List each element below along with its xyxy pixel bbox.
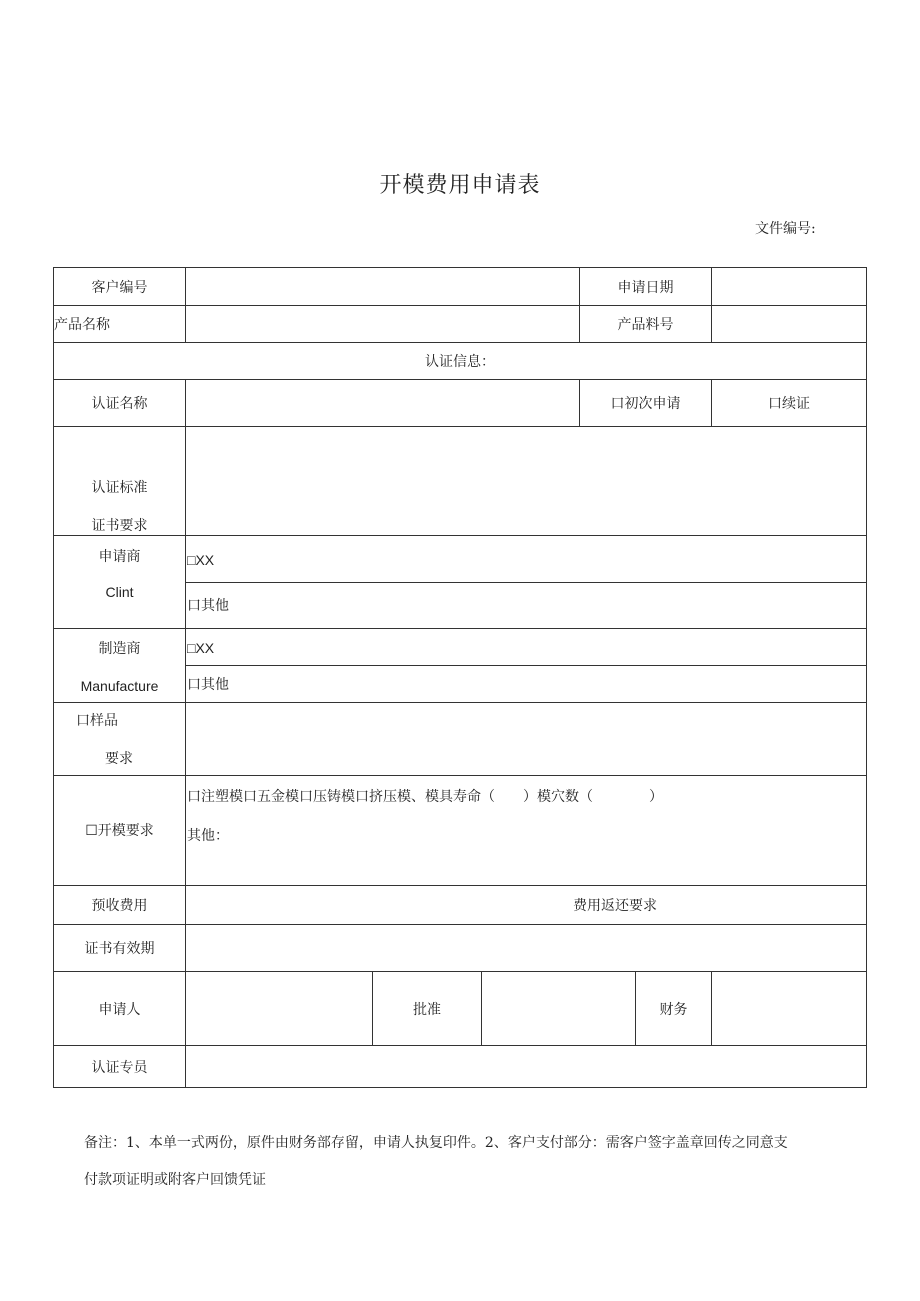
- cert-info-heading: 认证信息：: [425, 354, 495, 370]
- cert-name-field[interactable]: [186, 380, 579, 426]
- remarks-line-1: 备注：1、本单一式两份，原件由财务部存留，申请人执复印件。2、客户支付部分：需客户签字盖章回传之同意支: [84, 1135, 788, 1151]
- remarks: [84, 1125, 874, 1199]
- cert-validity-field[interactable]: [186, 925, 866, 971]
- cert-name-label: 认证名称: [91, 396, 148, 412]
- product-name-label: 产品名称: [54, 317, 110, 333]
- product-part-no-label: 产品料号: [617, 317, 674, 333]
- applicant-person-label: 申请人: [98, 1001, 141, 1018]
- prepaid-fee-label: 预收费用: [91, 898, 148, 914]
- finance-label: 财务: [659, 1001, 688, 1018]
- doc-number-label: 文件编号:: [755, 221, 816, 237]
- manufacturer-label-en: Manufacture: [80, 678, 159, 694]
- finance-field[interactable]: [712, 972, 866, 1045]
- manufacturer-xx-checkbox[interactable]: □XX: [187, 640, 215, 656]
- product-name-field[interactable]: [186, 306, 579, 342]
- first-apply-checkbox[interactable]: 口初次申请: [610, 396, 681, 412]
- cert-specialist-field[interactable]: [186, 1046, 866, 1087]
- fee-return-label: 费用返还要求: [573, 898, 657, 914]
- cert-requirement-label: 证书要求: [91, 518, 148, 534]
- applicant-label: 申请商: [98, 549, 141, 565]
- customer-no-label: 客户编号: [91, 279, 148, 296]
- manufacturer-other-checkbox[interactable]: 口其他: [187, 677, 229, 693]
- mold-other-label: 其他：: [187, 828, 229, 844]
- renewal-checkbox[interactable]: 口续证: [768, 396, 810, 412]
- mold-requirement-checkbox[interactable]: ☐开模要求: [85, 823, 154, 839]
- cert-standard-label: 认证标准: [91, 480, 148, 496]
- sample-field[interactable]: [186, 703, 866, 775]
- manufacturer-label: 制造商: [98, 641, 141, 657]
- approve-field[interactable]: [482, 972, 635, 1045]
- cert-standard-field[interactable]: [186, 427, 866, 535]
- sample-checkbox[interactable]: 口样品: [76, 713, 118, 729]
- product-part-no-field[interactable]: [712, 306, 866, 342]
- applicant-label-en: Clint: [105, 584, 134, 600]
- page-title: 开模费用申请表: [379, 173, 541, 198]
- mold-options[interactable]: 口注塑模口五金模口压铸模口挤压模、模具寿命（ ）模穴数（ ）: [187, 789, 663, 805]
- customer-no-field[interactable]: [186, 268, 579, 305]
- sample-label-2: 要求: [105, 751, 133, 767]
- approve-label: 批准: [413, 1001, 441, 1018]
- cert-specialist-label: 认证专员: [91, 1059, 148, 1076]
- applicant-person-field[interactable]: [186, 972, 372, 1045]
- remarks-line-2: 付款项证明或附客户回馈凭证: [84, 1172, 266, 1188]
- apply-date-label: 申请日期: [617, 279, 674, 296]
- applicant-xx-checkbox[interactable]: □XX: [187, 552, 215, 568]
- cert-validity-label: 证书有效期: [84, 941, 155, 957]
- applicant-other-checkbox[interactable]: 口其他: [187, 598, 229, 614]
- apply-date-field[interactable]: [712, 268, 866, 305]
